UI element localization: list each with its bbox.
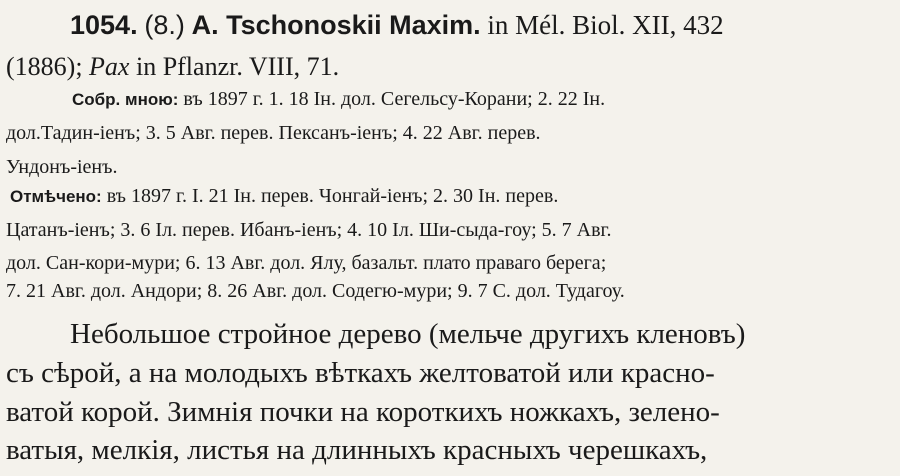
- entry-number: 1054.: [70, 10, 138, 40]
- reference-author: Pax: [89, 52, 130, 81]
- collected-label: Собр. мною:: [72, 90, 179, 109]
- noted-label: Отмѣчено:: [10, 187, 102, 206]
- noted-line-3: дол. Сан-кори-мури; 6. 13 Авг. дол. Ялу, базальт. плато праваго берега;: [6, 252, 607, 274]
- reference-2: in Pflanzr. VIII, 71.: [135, 52, 340, 81]
- entry-index: (8.): [144, 10, 185, 40]
- description-line-4: ватыя, мелкія, листья на длинныхъ красныхъ черешкахъ,: [6, 434, 708, 466]
- reference-year: (1886);: [6, 52, 83, 81]
- collected-text-1: въ 1897 г. 1. 18 Iн. дол. Сегельсу-Корани; 2. 22 Iн.: [183, 88, 606, 110]
- noted-line-2: Цатанъ-іенъ; 3. 6 Iл. перев. Ибанъ-іенъ; 4. 10 Iл. Ши-сыда-гоу; 5. 7 Авг.: [6, 219, 612, 241]
- description-line-2: съ сѣрой, а на молодыхъ вѣткахъ желтоватой или красно-: [6, 357, 715, 389]
- description-line-3: ватой корой. Зимнія почки на короткихъ ножкахъ, зелено-: [6, 396, 720, 428]
- collected-line-2: дол.Тадин-іенъ; 3. 5 Авг. перев. Пексанъ-іенъ; 4. 22 Авг. перев.: [6, 122, 541, 144]
- description-line-1: Небольшое стройное дерево (мельче другихъ кленовъ): [70, 318, 746, 350]
- species-name: A. Tschonoskii Maxim.: [191, 10, 481, 40]
- collected-line-1: [72, 88, 605, 111]
- reference-1: in Mél. Biol. XII, 432: [487, 10, 724, 40]
- reference-line-2: [6, 52, 339, 82]
- collected-line-3: Ундонъ-іенъ.: [6, 156, 118, 178]
- noted-text-1: въ 1897 г. I. 21 Iн. перев. Чонгай-іенъ; 2. 30 Iн. перев.: [106, 185, 559, 207]
- noted-line-1: [10, 185, 558, 208]
- noted-line-4: 7. 21 Авг. дол. Андори; 8. 26 Авг. дол. Содегю-мури; 9. 7 С. дол. Тудагоу.: [6, 280, 625, 302]
- entry-heading: [70, 10, 724, 41]
